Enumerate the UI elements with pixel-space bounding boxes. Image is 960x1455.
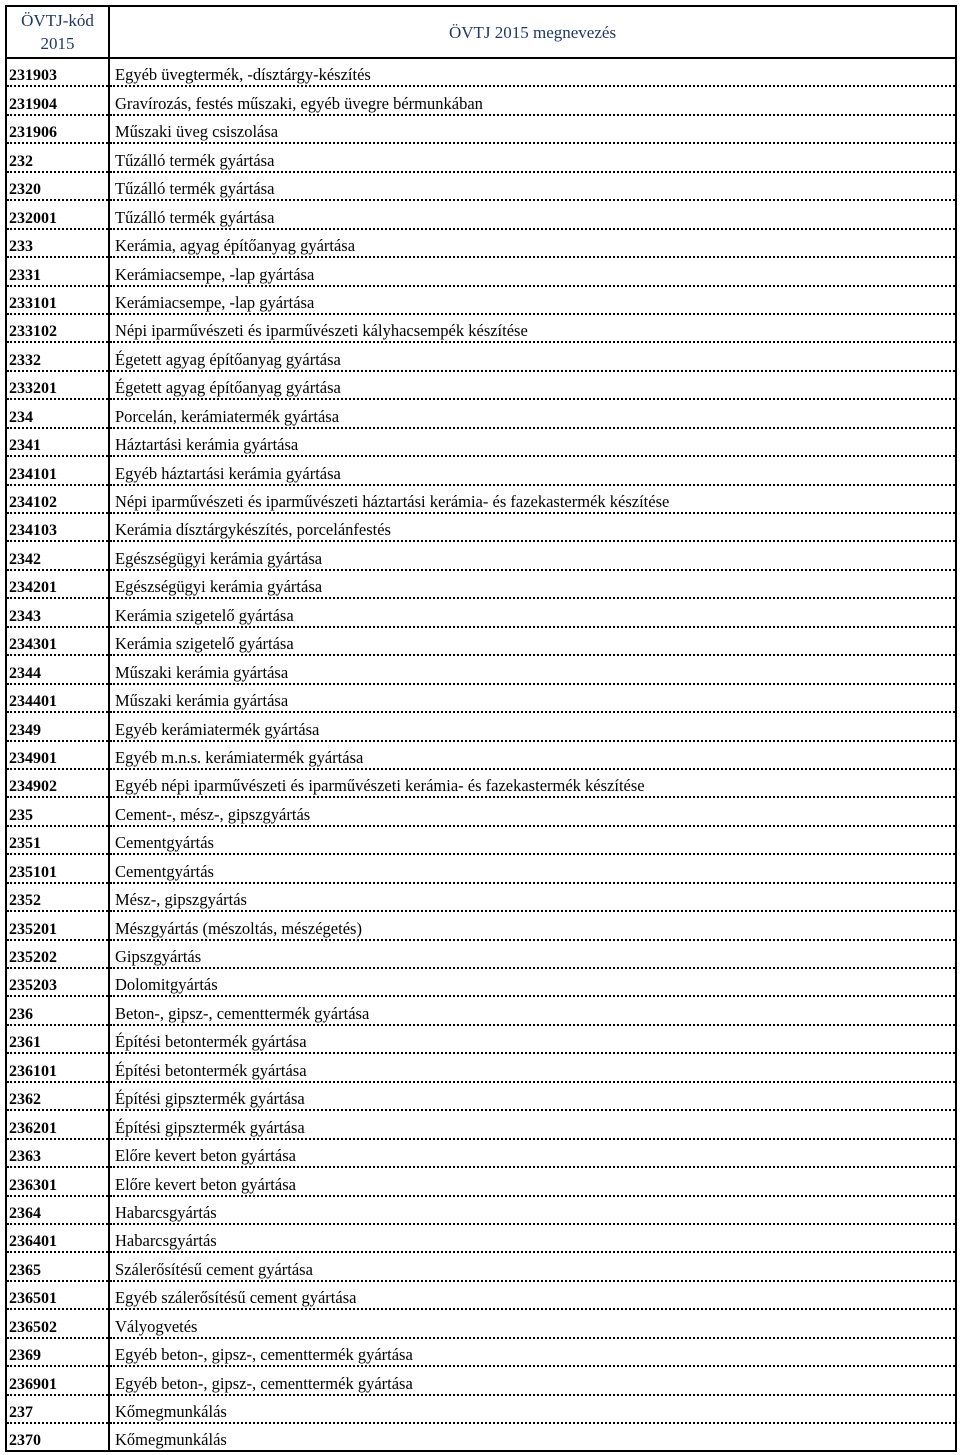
table-row <box>6 314 956 342</box>
table-row <box>6 684 956 712</box>
row-name: Gravírozás, festés műszaki, egyéb üvegre bérmunkában <box>109 86 956 114</box>
row-name: Egyéb háztartási kerámia gyártása <box>109 456 956 484</box>
table-row <box>6 541 956 569</box>
row-name: Habarcsgyártás <box>109 1224 956 1252</box>
row-code: 232 <box>6 143 109 171</box>
row-name: Habarcsgyártás <box>109 1196 956 1224</box>
row-name: Kőmegmunkálás <box>109 1395 956 1423</box>
row-name: Építési gipsztermék gyártása <box>109 1110 956 1138</box>
row-name: Dolomitgyártás <box>109 968 956 996</box>
table-row <box>6 911 956 939</box>
table-row <box>6 1082 956 1110</box>
classification-table <box>5 5 957 1452</box>
row-name: Egyéb m.n.s. kerámiatermék gyártása <box>109 741 956 769</box>
row-code: 2344 <box>6 655 109 683</box>
header-code <box>6 6 109 58</box>
table-row <box>6 1395 956 1423</box>
table-header <box>6 6 956 58</box>
row-name: Kerámia szigetelő gyártása <box>109 627 956 655</box>
row-name: Háztartási kerámia gyártása <box>109 428 956 456</box>
row-name: Porcelán, kerámiatermék gyártása <box>109 399 956 427</box>
row-code: 233201 <box>6 371 109 399</box>
row-name: Építési gipsztermék gyártása <box>109 1082 956 1110</box>
row-code: 2361 <box>6 1025 109 1053</box>
table-row <box>6 513 956 541</box>
table-row <box>6 570 956 598</box>
row-code: 237 <box>6 1395 109 1423</box>
row-name: Tűzálló termék gyártása <box>109 143 956 171</box>
row-code: 234101 <box>6 456 109 484</box>
table-row <box>6 854 956 882</box>
row-name: Mészgyártás (mészoltás, mészégetés) <box>109 911 956 939</box>
table-row <box>6 1366 956 1394</box>
table-row <box>6 968 956 996</box>
table-row <box>6 172 956 200</box>
row-code: 235 <box>6 797 109 825</box>
row-name: Égetett agyag építőanyag gyártása <box>109 342 956 370</box>
table-row <box>6 58 956 86</box>
row-code: 235202 <box>6 940 109 968</box>
table-row <box>6 1423 956 1451</box>
table-row <box>6 883 956 911</box>
row-code: 231904 <box>6 86 109 114</box>
row-name: Egyéb szálerősítésű cement gyártása <box>109 1281 956 1309</box>
row-name: Előre kevert beton gyártása <box>109 1139 956 1167</box>
row-code: 235201 <box>6 911 109 939</box>
table-row <box>6 1110 956 1138</box>
row-name: Egyéb üvegtermék, -dísztárgy-készítés <box>109 58 956 86</box>
table-row <box>6 1224 956 1252</box>
table-row <box>6 200 956 228</box>
row-name: Építési betontermék gyártása <box>109 1053 956 1081</box>
row-code: 234102 <box>6 485 109 513</box>
row-code: 236501 <box>6 1281 109 1309</box>
row-name: Kőmegmunkálás <box>109 1423 956 1451</box>
table-row <box>6 399 956 427</box>
table-row <box>6 342 956 370</box>
row-name: Égetett agyag építőanyag gyártása <box>109 371 956 399</box>
row-code: 234103 <box>6 513 109 541</box>
table-row <box>6 1139 956 1167</box>
table-row <box>6 1281 956 1309</box>
row-name: Kerámia szigetelő gyártása <box>109 598 956 626</box>
row-code: 235101 <box>6 854 109 882</box>
table-row <box>6 286 956 314</box>
row-code: 2351 <box>6 826 109 854</box>
row-code: 2363 <box>6 1139 109 1167</box>
row-code: 2343 <box>6 598 109 626</box>
row-code: 233 <box>6 229 109 257</box>
row-code: 236 <box>6 996 109 1024</box>
header-row <box>6 6 956 58</box>
table-row <box>6 428 956 456</box>
row-name: Műszaki üveg csiszolása <box>109 115 956 143</box>
row-code: 2342 <box>6 541 109 569</box>
row-code: 234902 <box>6 769 109 797</box>
table-row <box>6 741 956 769</box>
table-row <box>6 769 956 797</box>
row-code: 2364 <box>6 1196 109 1224</box>
row-name: Cementgyártás <box>109 826 956 854</box>
row-name: Népi iparművészeti és iparművészeti kályhacsempék készítése <box>109 314 956 342</box>
table-row <box>6 1167 956 1195</box>
row-code: 2341 <box>6 428 109 456</box>
row-name: Vályogvetés <box>109 1309 956 1337</box>
row-name: Tűzálló termék gyártása <box>109 200 956 228</box>
row-code: 233102 <box>6 314 109 342</box>
row-name: Egyéb beton-, gipsz-, cementtermék gyártása <box>109 1338 956 1366</box>
table-row <box>6 257 956 285</box>
row-name: Egyéb kerámiatermék gyártása <box>109 712 956 740</box>
row-name: Mész-, gipszgyártás <box>109 883 956 911</box>
table-row <box>6 826 956 854</box>
table-row <box>6 1196 956 1224</box>
table-row <box>6 996 956 1024</box>
row-code: 236101 <box>6 1053 109 1081</box>
row-name: Gipszgyártás <box>109 940 956 968</box>
table-row <box>6 115 956 143</box>
header-code-line1: ÖVTJ-kód <box>21 11 94 30</box>
table-row <box>6 598 956 626</box>
row-code: 2332 <box>6 342 109 370</box>
table-row <box>6 1338 956 1366</box>
table-row <box>6 1309 956 1337</box>
header-code-line2: 2015 <box>40 34 75 53</box>
row-code: 2365 <box>6 1252 109 1280</box>
row-name: Tűzálló termék gyártása <box>109 172 956 200</box>
row-code: 2320 <box>6 172 109 200</box>
row-code: 234301 <box>6 627 109 655</box>
table-row <box>6 797 956 825</box>
table-row <box>6 655 956 683</box>
table-row <box>6 712 956 740</box>
row-name: Kerámiacsempe, -lap gyártása <box>109 257 956 285</box>
row-name: Népi iparművészeti és iparművészeti háztartási kerámia- és fazekastermék készítése <box>109 485 956 513</box>
table-row <box>6 485 956 513</box>
table-row <box>6 229 956 257</box>
row-code: 236502 <box>6 1309 109 1337</box>
table-row <box>6 143 956 171</box>
row-name: Kerámia dísztárgykészítés, porcelánfestés <box>109 513 956 541</box>
row-name: Műszaki kerámia gyártása <box>109 684 956 712</box>
row-name: Építési betontermék gyártása <box>109 1025 956 1053</box>
row-code: 2331 <box>6 257 109 285</box>
table-row <box>6 627 956 655</box>
row-name: Beton-, gipsz-, cementtermék gyártása <box>109 996 956 1024</box>
row-name: Egyéb beton-, gipsz-, cementtermék gyártása <box>109 1366 956 1394</box>
table-body <box>6 58 956 1451</box>
row-name: Egészségügyi kerámia gyártása <box>109 541 956 569</box>
table-row <box>6 1025 956 1053</box>
table-row <box>6 1252 956 1280</box>
row-name: Kerámiacsempe, -lap gyártása <box>109 286 956 314</box>
header-name: ÖVTJ 2015 megnevezés <box>109 6 956 58</box>
row-code: 236301 <box>6 1167 109 1195</box>
row-code: 234401 <box>6 684 109 712</box>
row-code: 236901 <box>6 1366 109 1394</box>
row-code: 234 <box>6 399 109 427</box>
row-code: 232001 <box>6 200 109 228</box>
row-code: 231906 <box>6 115 109 143</box>
row-code: 231903 <box>6 58 109 86</box>
row-code: 2369 <box>6 1338 109 1366</box>
row-code: 233101 <box>6 286 109 314</box>
row-code: 2362 <box>6 1082 109 1110</box>
row-name: Cementgyártás <box>109 854 956 882</box>
row-name: Műszaki kerámia gyártása <box>109 655 956 683</box>
row-code: 236401 <box>6 1224 109 1252</box>
table-row <box>6 371 956 399</box>
table-row <box>6 1053 956 1081</box>
row-code: 236201 <box>6 1110 109 1138</box>
row-code: 234201 <box>6 570 109 598</box>
row-name: Szálerősítésű cement gyártása <box>109 1252 956 1280</box>
row-name: Egészségügyi kerámia gyártása <box>109 570 956 598</box>
row-name: Kerámia, agyag építőanyag gyártása <box>109 229 956 257</box>
row-code: 234901 <box>6 741 109 769</box>
row-name: Előre kevert beton gyártása <box>109 1167 956 1195</box>
table-row <box>6 940 956 968</box>
row-code: 2370 <box>6 1423 109 1451</box>
table-row <box>6 456 956 484</box>
row-code: 235203 <box>6 968 109 996</box>
row-name: Cement-, mész-, gipszgyártás <box>109 797 956 825</box>
table-row <box>6 86 956 114</box>
row-name: Egyéb népi iparművészeti és iparművészeti kerámia- és fazekastermék készítése <box>109 769 956 797</box>
row-code: 2352 <box>6 883 109 911</box>
row-code: 2349 <box>6 712 109 740</box>
